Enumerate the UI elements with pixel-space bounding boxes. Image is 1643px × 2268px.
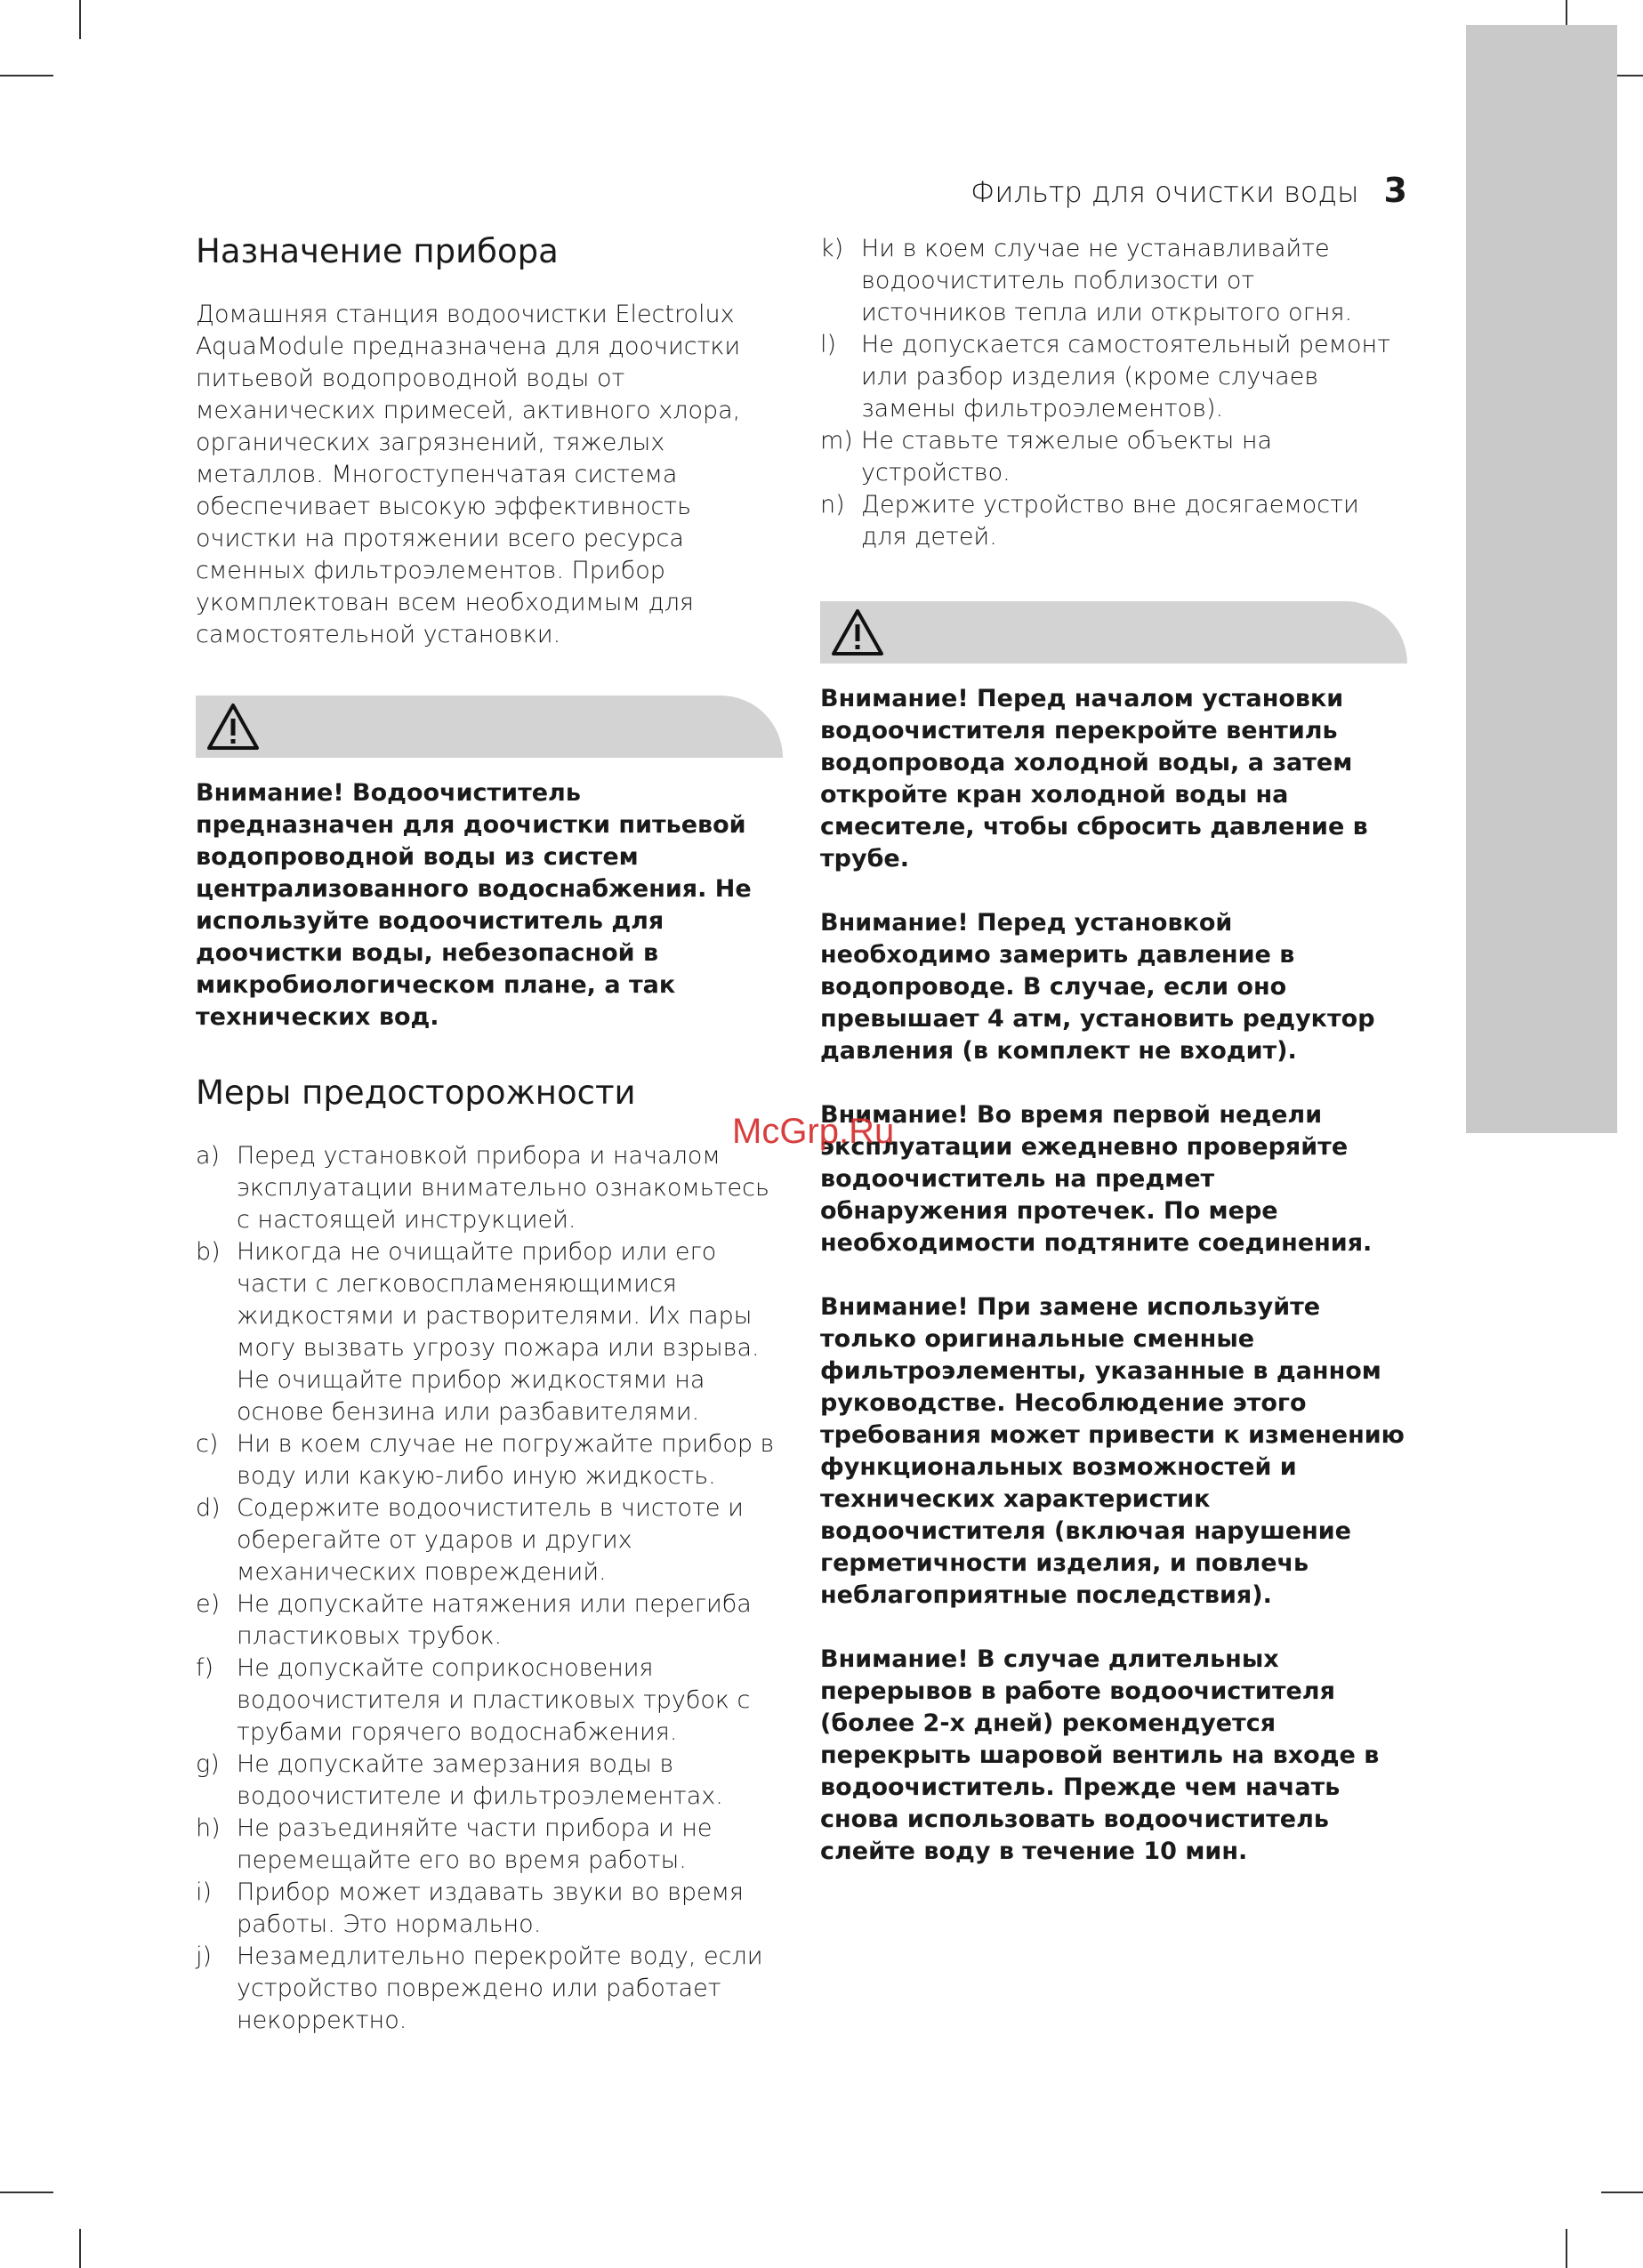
list-item: n) Держите устройство вне досягаемости для детей. xyxy=(820,491,1359,551)
list-item: l) Не допускается самостоятельный ремонт или разбор изделия (кроме случаев замены фильтроэлементов). xyxy=(820,331,1391,422)
list-item: g) Не допускайте замерзания воды в водоочистителе и фильтроэлементах. xyxy=(196,1750,723,1810)
list-item: k) Ни в коем случае не устанавливайте водоочиститель поблизости от источников тепла или открытого огня. xyxy=(820,235,1353,326)
warning-text: Внимание! Во время первой недели эксплуатации ежедневно проверяйте водоочиститель на предмет обнаружения протечек. По мере необходимости подтяните соединения. xyxy=(820,1101,1373,1257)
warning-text: Внимание! При замене используйте только оригинальные сменные фильтроэлементы, указанные в данном руководстве. Несоблюдение этого требования может привести к изменению функциональных возможностей и технических характеристик водоочистителя (включая нарушение герметичности изделия, и повлечь неблагоприятные последствия). xyxy=(820,1293,1405,1609)
crop-mark xyxy=(79,2229,81,2268)
warning-triangle-icon xyxy=(831,607,884,657)
crop-mark xyxy=(0,2192,53,2193)
precautions-heading: Меры предосторожности xyxy=(196,1074,636,1112)
warning-bar xyxy=(196,696,783,758)
warning-bar xyxy=(820,601,1407,664)
list-item: m) Не ставьте тяжелые объекты на устройство. xyxy=(820,427,1273,487)
purpose-heading: Назначение прибора xyxy=(196,232,559,270)
watermark: McGrp.Ru xyxy=(732,1112,895,1151)
list-item: a) Перед установкой прибора и началом эксплуатации внимательно ознакомьтесь с настоящей инструкцией. xyxy=(196,1142,769,1234)
crop-mark xyxy=(1566,2229,1567,2268)
precautions-list xyxy=(196,1140,783,2037)
side-tab xyxy=(1466,25,1617,1133)
list-item: b) Никогда не очищайте прибор или его части с легковоспламеняющимися жидкостями и растворителями. Их пары могу вызвать угрозу пожара или взрыва. Не очищайте прибор жидкостями на основе бензина или разбавителями. xyxy=(196,1238,760,1426)
list-item: f) Не допускайте соприкосновения водоочистителя и пластиковых трубок с трубами горячего водоснабжения. xyxy=(196,1654,751,1746)
left-column xyxy=(196,231,783,2037)
list-item: j) Незамедлительно перекройте воду, если устройство повреждено или работает некорректно. xyxy=(196,1942,763,2034)
crop-mark xyxy=(1601,2192,1643,2193)
purpose-text: Домашняя станция водоочистки Electrolux AquaModule предназначена для доочистки питьевой водопроводной воды от механических примесей, активного хлора, органических загрязнений, тяжелых металлов. Многоступенчатая система обеспечивает высокую эффективность очистки на протяжении всего ресурса сменных фильтроэлементов. Прибор укомплектован всем необходимым для самостоятельной установки. xyxy=(196,301,741,648)
header-title: Фильтр для очистки воды xyxy=(970,175,1359,209)
list-item: h) Не разъединяйте части прибора и не перемещайте его во время работы. xyxy=(196,1814,713,1874)
crop-mark xyxy=(0,75,53,76)
right-column xyxy=(820,233,1407,1868)
warning-text: Внимание! В случае длительных перерывов в работе водоочистителя (более 2-х дней) рекомендуется перекрыть шаровой вентиль на входе в водоочиститель. Прежде чем начать снова использовать водоочиститель слейте воду в течение 10 мин. xyxy=(820,1645,1380,1865)
list-item: c) Ни в коем случае не погружайте прибор в воду или какую-либо иную жидкость. xyxy=(196,1430,775,1490)
precautions-list-continued xyxy=(820,233,1407,553)
warning-triangle-icon xyxy=(206,702,260,752)
list-item: e) Не допускайте натяжения или перегиба пластиковых трубок. xyxy=(196,1590,752,1650)
list-item: d) Содержите водоочиститель в чистоте и оберегайте от ударов и других механических повреждений. xyxy=(196,1494,744,1586)
page-header xyxy=(970,171,1407,210)
warning-text: Внимание! Перед началом установки водоочистителя перекройте вентиль водопровода холодной воды, а затем откройте кран холодной воды на смесителе, чтобы сбросить давление в трубе. xyxy=(820,685,1368,873)
list-item: i) Прибор может издавать звуки во время работы. Это нормально. xyxy=(196,1878,744,1938)
crop-mark xyxy=(79,0,81,39)
page-number: 3 xyxy=(1383,171,1407,210)
purpose-warning: Внимание! Водоочиститель предназначен для доочистки питьевой водопроводной воды из систем централизованного водоснабжения. Не используйте водоочиститель для доочистки воды, небезопасной в микробиологическом плане, а так технических вод. xyxy=(196,779,752,1031)
warning-text: Внимание! Перед установкой необходимо замерить давление в водопроводе. В случае, если оно превышает 4 атм, установить редуктор давления (в комплект не входит). xyxy=(820,909,1375,1065)
